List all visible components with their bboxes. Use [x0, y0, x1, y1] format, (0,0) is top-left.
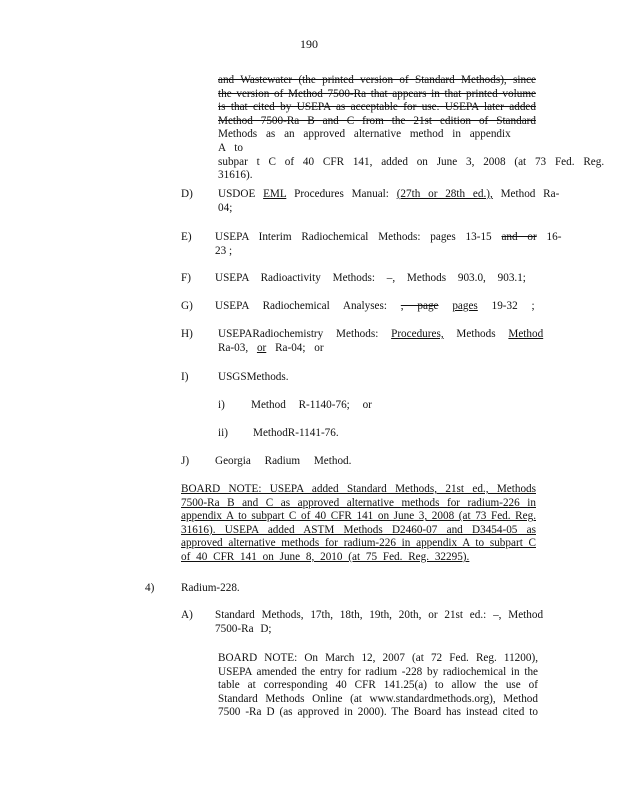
sub-item-i: Method R-1140-76; or	[251, 399, 372, 411]
item-i: USGSMethods.	[218, 371, 289, 383]
struck-line: Method 7500-Ra B and C from the 21st edition of Standard	[218, 114, 536, 127]
text-line: Methods as an approved alternative method in appendix A to	[218, 128, 511, 154]
item-text: Procedures Manual:	[286, 188, 397, 200]
board-note-1	[181, 483, 536, 565]
note-line: approved alternative methods for radium-226 in appendix A to subpart C	[181, 537, 536, 550]
struck-line: the version of Method 7500-Ra that appears in that printed volume	[218, 87, 536, 100]
inserted-text: Procedures,	[391, 328, 444, 340]
item-text: USDOE	[218, 188, 264, 200]
item-e	[215, 231, 562, 258]
item-f: USEPA Radioactivity Methods: –, Methods 903.0, 903.1;	[215, 272, 526, 284]
note-line: appendix A to subpart C of 40 CFR 141 on June 3, 2008 (at 73 Fed. Reg.	[181, 510, 536, 523]
item-text: 19-32 ;	[477, 300, 535, 312]
note-line: of 40 CFR 141 on June 8, 2010 (at 75 Fed. Reg. 32295).	[181, 550, 470, 563]
item-label-d: D)	[181, 188, 193, 200]
item-text: USEPA Radiochemical Analyses:	[215, 300, 401, 312]
item-label-f: F)	[181, 272, 191, 284]
inserted-text: pages	[452, 300, 478, 312]
note-line: table at corresponding 40 CFR 141.25(a) to allow the use of	[218, 679, 538, 692]
note-line: 7500 -Ra D (as approved in 2000). The Board has instead cited to	[218, 706, 538, 719]
item-text: USEPARadiochemistry Methods:	[218, 328, 392, 340]
item-label-4a: A)	[181, 609, 193, 621]
struck-line: and Wastewater (the printed version of Standard Methods), since	[218, 74, 536, 86]
item-text: Standard Methods, 17th, 18th, 19th, 20th, or 21st ed.: –, Method	[215, 609, 544, 621]
item-g	[215, 300, 535, 314]
sub-item-ii: MethodR-1141-76.	[253, 427, 339, 439]
note-line: 31616). USEPA added ASTM Methods D2460-07 and D3454-05 as	[181, 523, 536, 536]
item-h	[218, 328, 544, 355]
sub-label-i: i)	[218, 399, 225, 411]
item-j: Georgia Radium Method.	[215, 455, 352, 467]
item-text: Methods	[443, 328, 509, 340]
item-label-e: E)	[181, 231, 192, 243]
item-label-4: 4)	[145, 582, 155, 594]
item-4: Radium-228.	[181, 582, 240, 594]
inserted-text: (27th or 28th ed.),	[396, 188, 493, 200]
item-text: Ra-04; or	[266, 341, 324, 354]
item-text: 16-	[536, 231, 562, 243]
item-text: USEPA Interim Radiochemical Methods: pages 13-15	[215, 231, 502, 243]
item-text: 7500-Ra D;	[215, 622, 272, 635]
inserted-text: Method	[508, 328, 544, 340]
item-text: 04;	[218, 201, 233, 214]
item-text: Method Ra-	[492, 188, 560, 200]
note-line: USEPA amended the entry for radium -228 by radiochemical in the	[218, 665, 538, 678]
note-line: BOARD NOTE: USEPA added Standard Methods, 21st ed., Methods	[181, 483, 536, 495]
item-text: Ra-03,	[218, 341, 257, 354]
note-line: Standard Methods Online (at www.standardmethods.org), Method	[218, 692, 538, 705]
continuation-paragraph	[218, 74, 605, 183]
item-d	[218, 188, 560, 215]
note-line: BOARD NOTE: On March 12, 2007 (at 72 Fed. Reg. 11200),	[218, 652, 538, 664]
inserted-text: or	[256, 341, 267, 354]
page-number: 190	[300, 37, 318, 51]
item-label-i: I)	[181, 371, 189, 383]
item-label-j: J)	[181, 455, 190, 467]
text-line: subpar t C of 40 CFR 141, added on June 3, 2008 (at 73 Fed. Reg.	[218, 155, 605, 168]
deleted-text: and or	[501, 231, 537, 243]
item-4a	[215, 609, 544, 636]
note-line: 7500-Ra B and C as approved alternative methods for radium-226 in	[181, 496, 536, 509]
inserted-text: EML	[263, 188, 287, 200]
sub-label-ii: ii)	[218, 427, 228, 439]
item-label-g: G)	[181, 300, 193, 312]
item-text: 23 ;	[215, 244, 233, 257]
item-label-h: H)	[181, 328, 193, 340]
board-note-2	[218, 652, 538, 720]
item-text	[439, 300, 453, 312]
text-line: 31616).	[218, 169, 253, 182]
deleted-text: , page	[400, 300, 439, 312]
struck-line: is that cited by USEPA as acceptable for use. USEPA later added	[218, 101, 536, 114]
